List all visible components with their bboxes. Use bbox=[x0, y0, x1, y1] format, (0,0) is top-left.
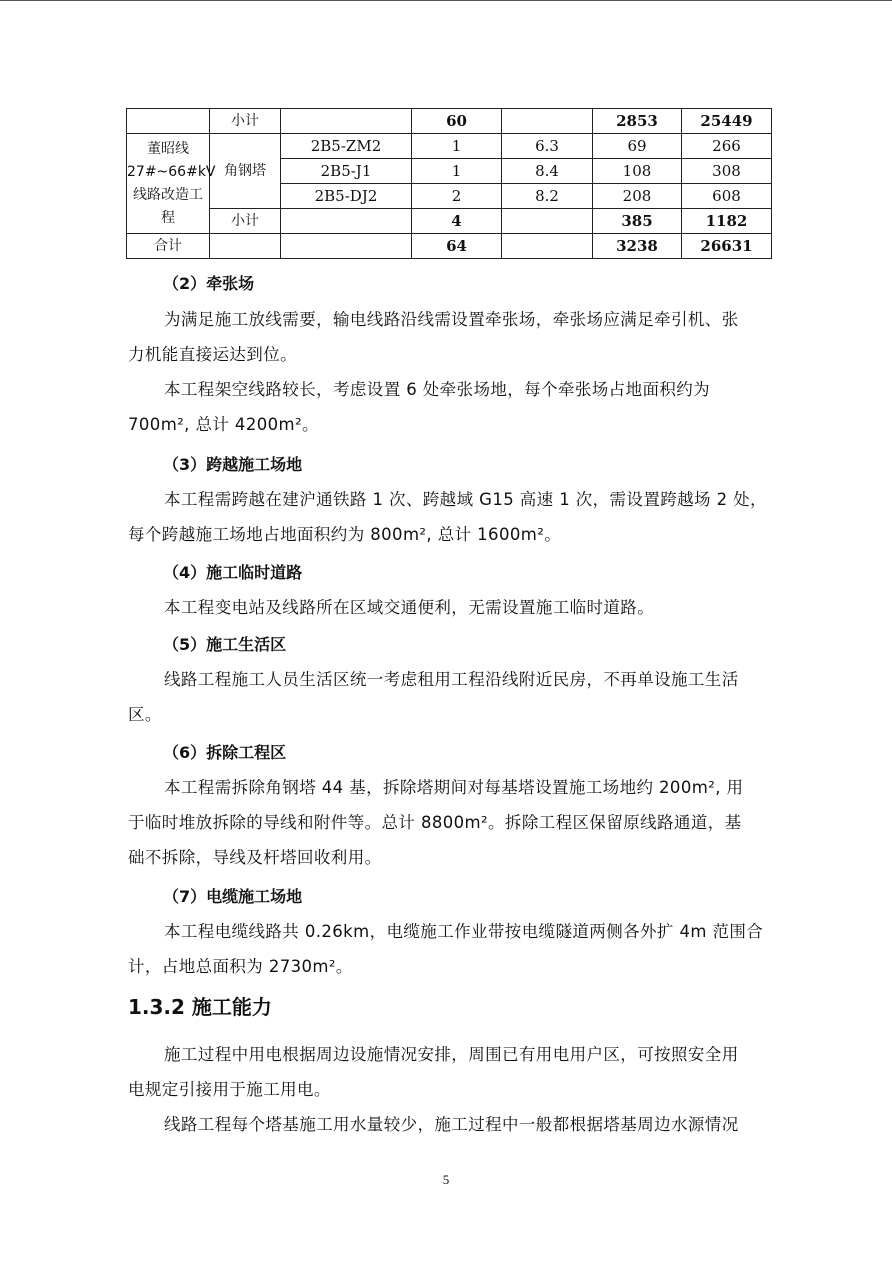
section-heading: （5）施工生活区 bbox=[163, 635, 287, 654]
text-line: 区。 bbox=[128, 705, 162, 724]
table-cell bbox=[502, 109, 593, 134]
text-line: 计，占地总面积为 2730m²。 bbox=[128, 957, 353, 976]
paragraph bbox=[128, 590, 770, 625]
table-row bbox=[127, 209, 772, 234]
table-row bbox=[127, 234, 772, 259]
table-cell: 25449 bbox=[682, 109, 772, 134]
paragraph bbox=[128, 662, 770, 732]
table-cell bbox=[281, 209, 412, 234]
text-line: 础不拆除，导线及杆塔回收利用。 bbox=[128, 848, 382, 867]
table-cell: 小计 bbox=[210, 209, 281, 234]
table-cell bbox=[502, 209, 593, 234]
table-cell: 2 bbox=[412, 184, 502, 209]
project-name-line: 程 bbox=[161, 209, 175, 226]
table-cell: 208 bbox=[593, 184, 682, 209]
table-cell: 60 bbox=[412, 109, 502, 134]
table-cell: 3238 bbox=[593, 234, 682, 259]
table-cell: 69 bbox=[593, 134, 682, 159]
table-cell: 8.4 bbox=[502, 159, 593, 184]
paragraph bbox=[128, 482, 770, 552]
text-line: 电规定引接用于施工用电。 bbox=[128, 1080, 331, 1099]
text-line: 线路工程施工人员生活区统一考虑租用工程沿线附近民房，不再单设施工生活 bbox=[164, 670, 739, 689]
table-cell bbox=[502, 234, 593, 259]
table-cell: 4 bbox=[412, 209, 502, 234]
project-name-line: 董昭线 bbox=[147, 140, 189, 157]
text-line: 线路工程每个塔基施工用水量较少，施工过程中一般都根据塔基周边水源情况 bbox=[164, 1115, 739, 1134]
text-line: 本工程需拆除角钢塔 44 基，拆除塔期间对每基塔设置施工场地约 200m², 用 bbox=[164, 778, 744, 797]
page-number: 5 bbox=[442, 1172, 450, 1187]
text-line: 本工程架空线路较长，考虑设置 6 处牵张场地，每个牵张场占地面积约为 bbox=[164, 380, 711, 399]
table-cell bbox=[127, 109, 210, 134]
table-cell: 1 bbox=[412, 134, 502, 159]
table-cell: 608 bbox=[682, 184, 772, 209]
paragraph bbox=[128, 770, 770, 875]
top-border-line bbox=[0, 0, 892, 1]
table-cell bbox=[281, 109, 412, 134]
text-line: 为满足施工放线需要，输电线路沿线需设置牵张场，牵张场应满足牵引机、张 bbox=[164, 310, 739, 329]
text-line: 力机能直接运达到位。 bbox=[128, 345, 297, 364]
table-cell: 108 bbox=[593, 159, 682, 184]
table-cell bbox=[281, 234, 412, 259]
text-line: 每个跨越施工场地占地面积约为 800m², 总计 1600m²。 bbox=[128, 525, 562, 544]
table-cell: 2B5-J1 bbox=[281, 159, 412, 184]
table-cell: 2B5-ZM2 bbox=[281, 134, 412, 159]
text-line: 于临时堆放拆除的导线和附件等。总计 8800m²。拆除工程区保留原线路通道，基 bbox=[128, 813, 742, 832]
section-title: 1.3.2 施工能力 bbox=[128, 995, 272, 1019]
section-heading: （3）跨越施工场地 bbox=[163, 455, 303, 474]
text-line: 施工过程中用电根据周边设施情况安排，周围已有用电用户区，可按照安全用 bbox=[164, 1045, 739, 1064]
tower-statistics-table bbox=[126, 108, 772, 259]
project-name-cell bbox=[127, 134, 216, 234]
section-heading: （6）拆除工程区 bbox=[163, 743, 287, 762]
text-line: 本工程电缆线路共 0.26km，电缆施工作业带按电缆隧道两侧各外扩 4m 范围合 bbox=[164, 922, 764, 941]
project-name-line: 27#~66#kV bbox=[127, 163, 216, 180]
table-cell: 1 bbox=[412, 159, 502, 184]
section-heading: （7）电缆施工场地 bbox=[163, 887, 303, 906]
table-cell: 1182 bbox=[682, 209, 772, 234]
table-cell: 小计 bbox=[210, 109, 281, 134]
table-cell: 6.3 bbox=[502, 134, 593, 159]
paragraph bbox=[128, 1037, 770, 1142]
table-row bbox=[127, 134, 772, 159]
table-cell: 266 bbox=[682, 134, 772, 159]
table-cell: 2B5-DJ2 bbox=[281, 184, 412, 209]
table-cell: 2853 bbox=[593, 109, 682, 134]
table-cell: 26631 bbox=[682, 234, 772, 259]
table-cell: 308 bbox=[682, 159, 772, 184]
section-heading: （4）施工临时道路 bbox=[163, 563, 303, 582]
table-cell: 385 bbox=[593, 209, 682, 234]
table-row bbox=[127, 109, 772, 134]
paragraph bbox=[128, 914, 770, 984]
table-cell: 8.2 bbox=[502, 184, 593, 209]
table-cell bbox=[210, 234, 281, 259]
project-name-line: 线路改造工 bbox=[133, 186, 203, 203]
text-line: 本工程变电站及线路所在区域交通便利，无需设置施工临时道路。 bbox=[164, 598, 655, 617]
paragraph bbox=[128, 302, 770, 442]
tower-type-cell: 角钢塔 bbox=[210, 134, 281, 209]
text-line: 本工程需跨越在建沪通铁路 1 次、跨越域 G15 高速 1 次，需设置跨越场 2 处， bbox=[164, 490, 767, 509]
text-line: 700m², 总计 4200m²。 bbox=[128, 415, 319, 434]
section-heading: （2）牵张场 bbox=[163, 274, 255, 293]
table-cell: 64 bbox=[412, 234, 502, 259]
total-label-cell: 合计 bbox=[127, 234, 210, 259]
